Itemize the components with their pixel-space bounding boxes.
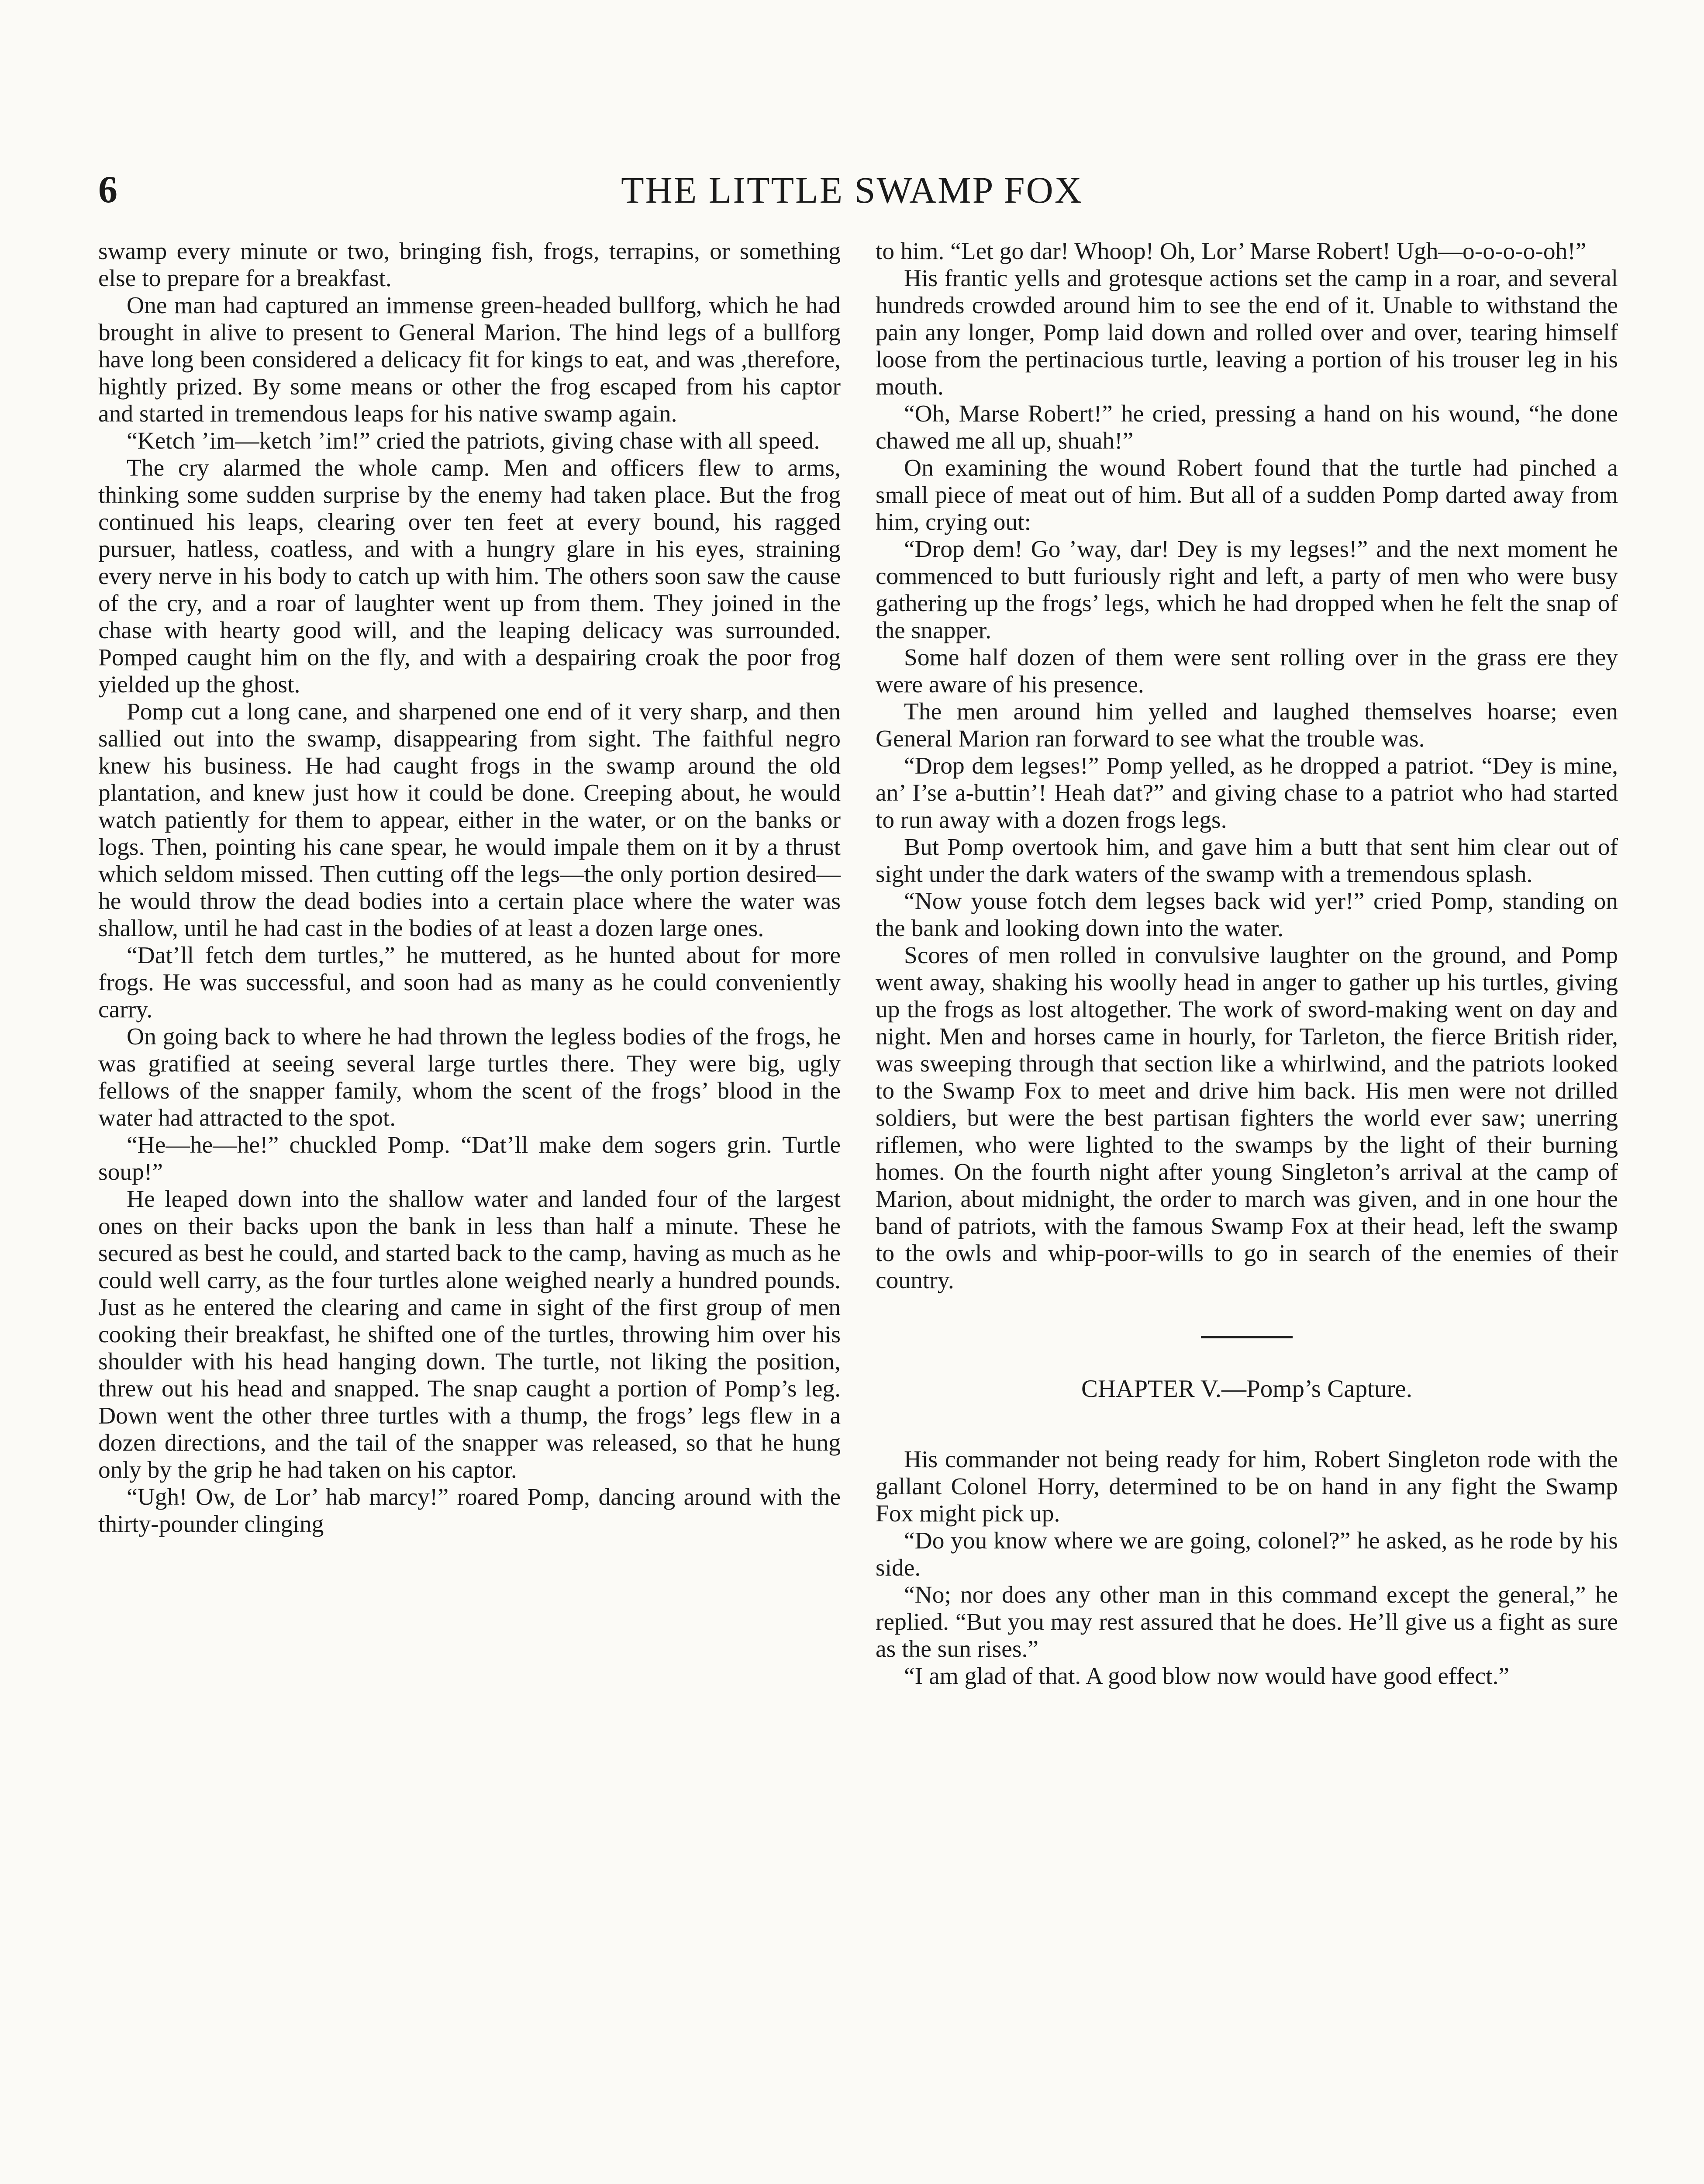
paragraph: Pomp cut a long cane, and sharpened one end of it very sharp, and then sallied out into the swamp, disappearing from sight. The faithful negro knew his business. He had caught frogs in the swamp around the old plantation, and knew just how it could be done. Creeping about, he would watch patiently for them to appear, either in the water, or on the banks or logs. Then, pointing his cane spear, he would impale them on it by a thrust which seldom missed. Then cutting off the legs—the only portion desired—he would throw the dead bodies into a certain place where the water was shallow, until he had cast in the bodies of at least a dozen large ones. xyxy=(98,698,841,942)
paragraph: “Drop dem legses!” Pomp yelled, as he dropped a patriot. “Dey is mine, an’ I’se a-buttin’! Heah dat?” and giving chase to a patriot who had started to run away with a dozen frogs legs. xyxy=(876,753,1618,833)
paragraph: One man had captured an immense green-headed bullforg, which he had brought in alive to present to General Marion. The hind legs of a bullforg have long been considered a delicacy fit for kings to eat, and was ,therefore, hightly prized. By some means or other the frog escaped from his captor and started in tremendous leaps for his native swamp again. xyxy=(98,292,841,427)
paragraph: His frantic yells and grotesque actions set the camp in a roar, and several hundreds crowded around him to see the end of it. Unable to withstand the pain any longer, Pomp laid down and rolled over and over, tearing himself loose from the pertinacious turtle, leaving a portion of his trouser leg in his mouth. xyxy=(876,265,1618,400)
paragraph: “Now youse fotch dem legses back wid yer!” cried Pomp, standing on the bank and looking down into the water. xyxy=(876,888,1618,942)
paragraph: But Pomp overtook him, and gave him a butt that sent him clear out of sight under the dark waters of the swamp with a tremendous splash. xyxy=(876,834,1618,888)
paragraph: “I am glad of that. A good blow now would have good effect.” xyxy=(904,1663,1510,1690)
paragraph: “Ketch ’im—ketch ’im!” cried the patriots, giving chase with all speed. xyxy=(127,428,820,454)
paragraph: “No; nor does any other man in this command except the general,” he replied. “But you may rest assured that he does. He’ll give us a fight as sure as the sun rises.” xyxy=(876,1582,1618,1662)
paragraph: to him. “Let go dar! Whoop! Oh, Lor’ Marse Robert! Ugh—o-o-o-o-oh!” xyxy=(876,238,1587,265)
paragraph: “Dat’ll fetch dem turtles,” he muttered, as he hunted about for more frogs. He was successful, and soon had as many as he could conveniently carry. xyxy=(98,942,841,1023)
paragraph: “Ugh! Ow, de Lor’ hab marcy!” roared Pomp, dancing around with the thirty-pounder clinging xyxy=(98,1484,841,1538)
left-column xyxy=(98,238,841,1538)
paragraph: “Drop dem! Go ’way, dar! Dey is my legses!” and the next moment he commenced to butt furiously right and left, a party of men who were busy gathering up the frogs’ legs, which he had dropped when he felt the snap of the snapper. xyxy=(876,536,1618,644)
page-number: 6 xyxy=(98,169,117,211)
paragraph: “He—he—he!” chuckled Pomp. “Dat’ll make dem sogers grin. Turtle soup!” xyxy=(98,1132,841,1185)
paragraph: The men around him yelled and laughed themselves hoarse; even General Marion ran forward to see what the trouble was. xyxy=(876,698,1618,752)
paragraph: On going back to where he had thrown the legless bodies of the frogs, he was gratified at seeing several large turtles there. They were big, ugly fellows of the snapper family, whom the scent of the frogs’ blood in the water had attracted to the spot. xyxy=(98,1023,841,1131)
paragraph: The cry alarmed the whole camp. Men and officers flew to arms, thinking some sudden surprise by the enemy had taken place. But the frog continued his leaps, clearing over ten feet at every bound, his ragged pursuer, hatless, coatless, and with a hungry glare in his eyes, straining every nerve in his body to catch up with him. The others soon saw the cause of the cry, and a roar of laughter went up from them. They joined in the chase with hearty good will, and the leaping delicacy was surrounded. Pomped caught him on the fly, and with a despairing croak the poor frog yielded up the ghost. xyxy=(98,455,841,698)
paragraph: Scores of men rolled in convulsive laughter on the ground, and Pomp went away, shaking his woolly head in anger to gather up his turtles, giving up the frogs as lost altogether. The work of sword-making went on day and night. Men and horses came in hourly, for Tarleton, the fierce British rider, was sweeping through that section like a whirlwind, and the patriots looked to the Swamp Fox to meet and drive him back. His men were not drilled soldiers, but were the best partisan fighters the world ever saw; unerring riflemen, who were lighted to the swamps by the light of their burning homes. On the fourth night after young Singleton’s arrival at the camp of Marion, about midnight, the order to march was given, and in one hour the band of patriots, with the famous Swamp Fox at their head, left the swamp to the owls and whip-poor-wills to go in search of the enemies of their country. xyxy=(876,942,1618,1294)
paragraph: He leaped down into the shallow water and landed four of the largest ones on their backs upon the bank in less than half a minute. These he secured as best he could, and started back to the camp, having as much as he could well carry, as the four turtles alone weighed nearly a hundred pounds. Just as he entered the clearing and came in sight of the first group of men cooking their breakfast, he shifted one of the turtles, throwing him over his shoulder with his head hanging down. The turtle, not liking the position, threw out his head and snapped. The snap caught a portion of Pomp’s leg. Down went the other three turtles with a thump, the frogs’ legs flew in a dozen directions, and the tail of the snapper was released, so that he hung only by the grip he had taken on his captor. xyxy=(98,1186,841,1483)
paragraph: Some half dozen of them were sent rolling over in the grass ere they were aware of his presence. xyxy=(876,644,1618,698)
page-header xyxy=(98,162,1606,218)
paragraph: His commander not being ready for him, Robert Singleton rode with the gallant Colonel Horry, determined to be on hand in any fight the Swamp Fox might pick up. xyxy=(876,1446,1618,1527)
paragraph: “Do you know where we are going, colonel?” he asked, as he rode by his side. xyxy=(876,1527,1618,1581)
paragraph: On examining the wound Robert found that the turtle had pinched a small piece of meat out of him. But all of a sudden Pomp darted away from him, crying out: xyxy=(876,455,1618,536)
right-column xyxy=(876,238,1618,1690)
paragraph: “Oh, Marse Robert!” he cried, pressing a hand on his wound, “he done chawed me all up, shuah!” xyxy=(876,401,1618,454)
paragraph: swamp every minute or two, bringing fish, frogs, terrapins, or something else to prepare for a breakfast. xyxy=(98,238,841,292)
chapter-heading: CHAPTER V.—Pomp’s Capture. xyxy=(1081,1375,1412,1403)
section-divider xyxy=(1201,1336,1293,1338)
running-title: THE LITTLE SWAMP FOX xyxy=(621,169,1083,211)
